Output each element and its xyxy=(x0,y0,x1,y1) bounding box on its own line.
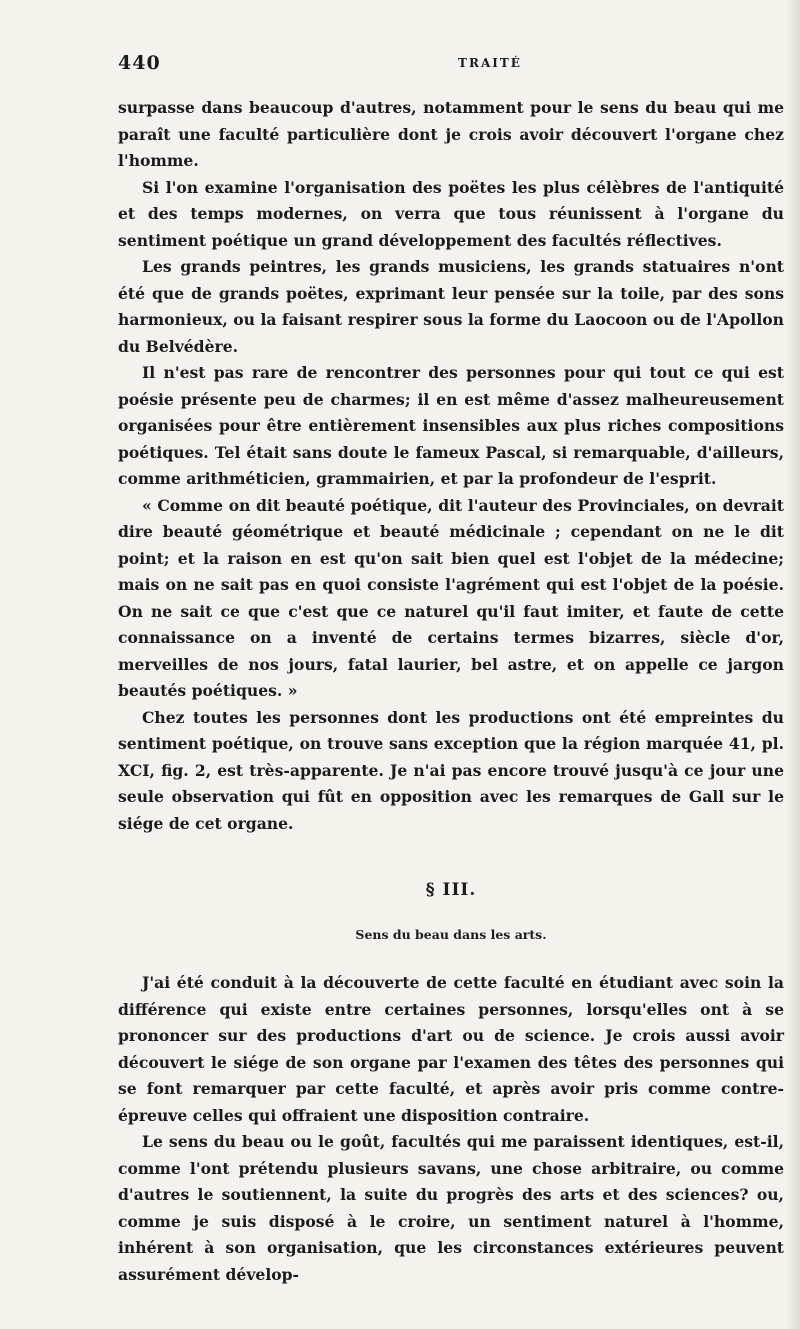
body-text xyxy=(118,95,784,1288)
page-header xyxy=(118,52,762,82)
section-subtitle: Sens du beau dans les arts. xyxy=(355,926,547,942)
paragraph: Chez toutes les personnes dont les productions ont été empreintes du sentiment poétique, on trouve sans exception que la région marquée 41, pl. XCI, fig. 2, est très-apparente. Je n'ai pas encore trouvé jusqu'à ce jour une seule observation qui fût en opposition avec les remarques de Gall sur le siége de cet organe. xyxy=(118,707,784,833)
paragraph: surpasse dans beaucoup d'autres, notamment pour le sens du beau qui me paraît une faculté particulière dont je crois avoir découvert l'organe chez l'homme. xyxy=(118,98,784,170)
page-edge-shadow xyxy=(786,0,800,1329)
paragraph-quote: « Comme on dit beauté poétique, dit l'auteur des Provinciales, on devrait dire beauté géométrique et beauté médicinale ; cependant on ne le dit point; et la raison en est qu'on sait bien quel est l'objet de la médecine; mais on ne sait pas en quoi consiste l'agrément qui est l'objet de la poésie. On ne sait ce que c'est que ce naturel qu'il faut imiter, et faute de cette connaissance on a inventé de certains termes bizarres, siècle d'or, merveilles de nos jours, fatal laurier, bel astre, et on appelle ce jargon beautés poétiques. » xyxy=(118,495,784,700)
paragraph: Le sens du beau ou le goût, facultés qui me paraissent identiques, est-il, comme l'ont prétendu plusieurs savans, une chose arbitraire, ou comme d'autres le soutiennent, la suite du progrès des arts et des sciences? ou, comme je suis disposé à le croire, un sentiment naturel à l'homme, inhérent à son organisation, que les circonstances extérieures peuvent assurément dévelop- xyxy=(118,1132,784,1284)
paragraph: Si l'on examine l'organisation des poëtes les plus célèbres de l'antiquité et des temps modernes, on verra que tous réunissent à l'organe du sentiment poétique un grand développement des facultés réflectives. xyxy=(118,177,784,250)
page-number: 440 xyxy=(118,52,161,74)
running-head: TRAITÉ xyxy=(458,56,522,70)
paragraph: J'ai été conduit à la découverte de cette faculté en étudiant avec soin la différence qui existe entre certaines personnes, lorsqu'elles ont à se prononcer sur des productions d'art ou de science. Je crois aussi avoir découvert le siége de son organe par l'examen des têtes des personnes qui se font remarquer par cette faculté, et après avoir pris comme contre-épreuve celles qui offraient une disposition contraire. xyxy=(118,973,784,1125)
section-heading: § III. xyxy=(425,880,477,900)
paragraph: Les grands peintres, les grands musiciens, les grands statuaires n'ont été que de grands poëtes, exprimant leur pensée sur la toile, par des sons harmonieux, ou la faisant respirer sous la forme du Laocoon ou de l'Apollon du Belvédère. xyxy=(118,257,784,356)
paragraph: Il n'est pas rare de rencontrer des personnes pour qui tout ce qui est poésie présente peu de charmes; il en est même d'assez malheureusement organisées pour être entièrement insensibles aux plus riches compositions poétiques. Tel était sans doute le fameux Pascal, si remarquable, d'ailleurs, comme arithméticien, grammairien, et par la profondeur de l'esprit. xyxy=(118,363,784,488)
